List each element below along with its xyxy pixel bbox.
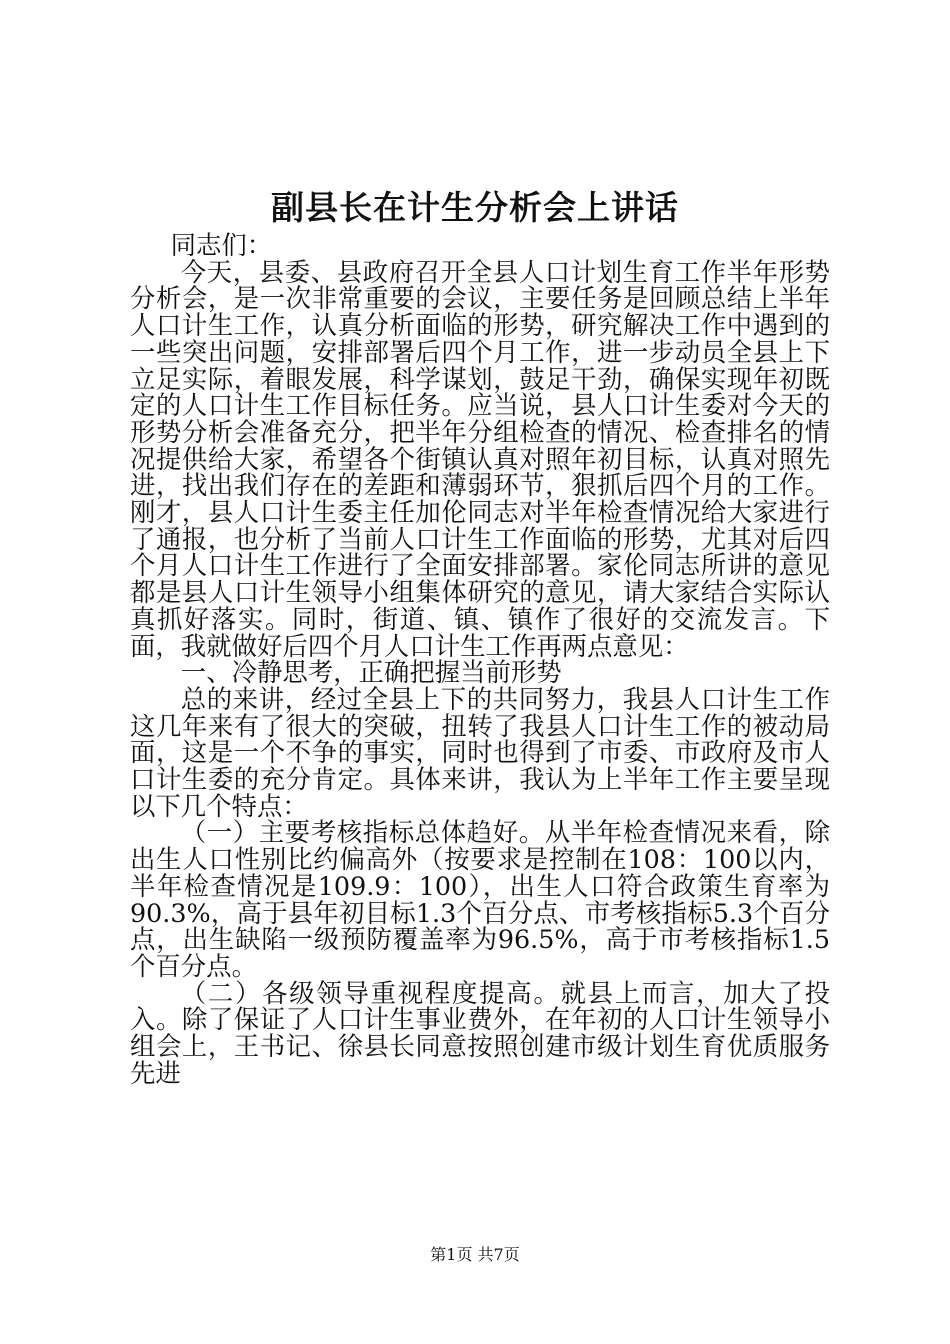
document-title: 副县长在计生分析会上讲话 [271,188,679,227]
body-paragraph: （一）主要考核指标总体趋好。从半年检查情况来看，除出生人口性别比约偏高外（按要求是控制在108：100以内，半年检查情况是109.9：100），出生人口符合政策生育率为90.3%，高于县年初目标1.3个百分点、市考核指标5.3个百分点，出生缺陷一级预防覆盖率为96.5%，高于市考核指标1.5个百分点。 [130,817,830,981]
salutation-paragraph: 同志们： [170,230,273,260]
body-paragraph: 总的来讲，经过全县上下的共同努力，我县人口计生工作这几年来有了很大的突破，扭转了我县人口计生工作的被动局面，这是一个不争的事实，同时也得到了市委、市政府及市人口计生委的充分肯定。具体来讲，我认为上半年工作主要呈现以下几个特点： [130,683,830,821]
body-paragraph: （二）各级领导重视程度提高。就县上而言，加大了投入。除了保证了人口计生事业费外，在年初的人口计生领导小组会上，王书记、徐县长同意按照创建市级计划生育优质服务先进 [130,977,830,1088]
page-footer: 第1页 共7页 [430,1245,520,1264]
section-heading-1: 一、冷静思考，正确把握当前形势 [180,657,562,688]
document-body [130,232,830,1087]
opening-paragraph: 今天，县委、县政府召开全县人口计划生育工作半年形势分析会，是一次非常重要的会议，主要任务是回顾总结上半年人口计生工作，认真分析面临的形势，研究解决工作中遇到的一些突出问题，安排部署后四个月工作，进一步动员全县上下立足实际，着眼发展，科学谋划，鼓足干劲，确保实现年初既定的人口计生工作目标任务。应当说，县人口计生委对今天的形势分析会准备充分，把半年分组检查的情况、检查排名的情况提供给大家，希望各个街镇认真对照年初目标，认真对照先进，找出我们存在的差距和薄弱环节，狠抓后四个月的工作。刚才，县人口计生委主任加伦同志对半年检查情况给大家进行了通报，也分析了当前人口计生工作面临的形势，尤其对后四个月人口计生工作进行了全面安排部署。家伦同志所讲的意见都是县人口计生领导小组集体研究的意见，请大家结合实际认真抓好落实。同时，街道、镇、镇作了很好的交流发言。下面，我就做好后四个月人口计生工作再两点意见： [130,256,830,661]
